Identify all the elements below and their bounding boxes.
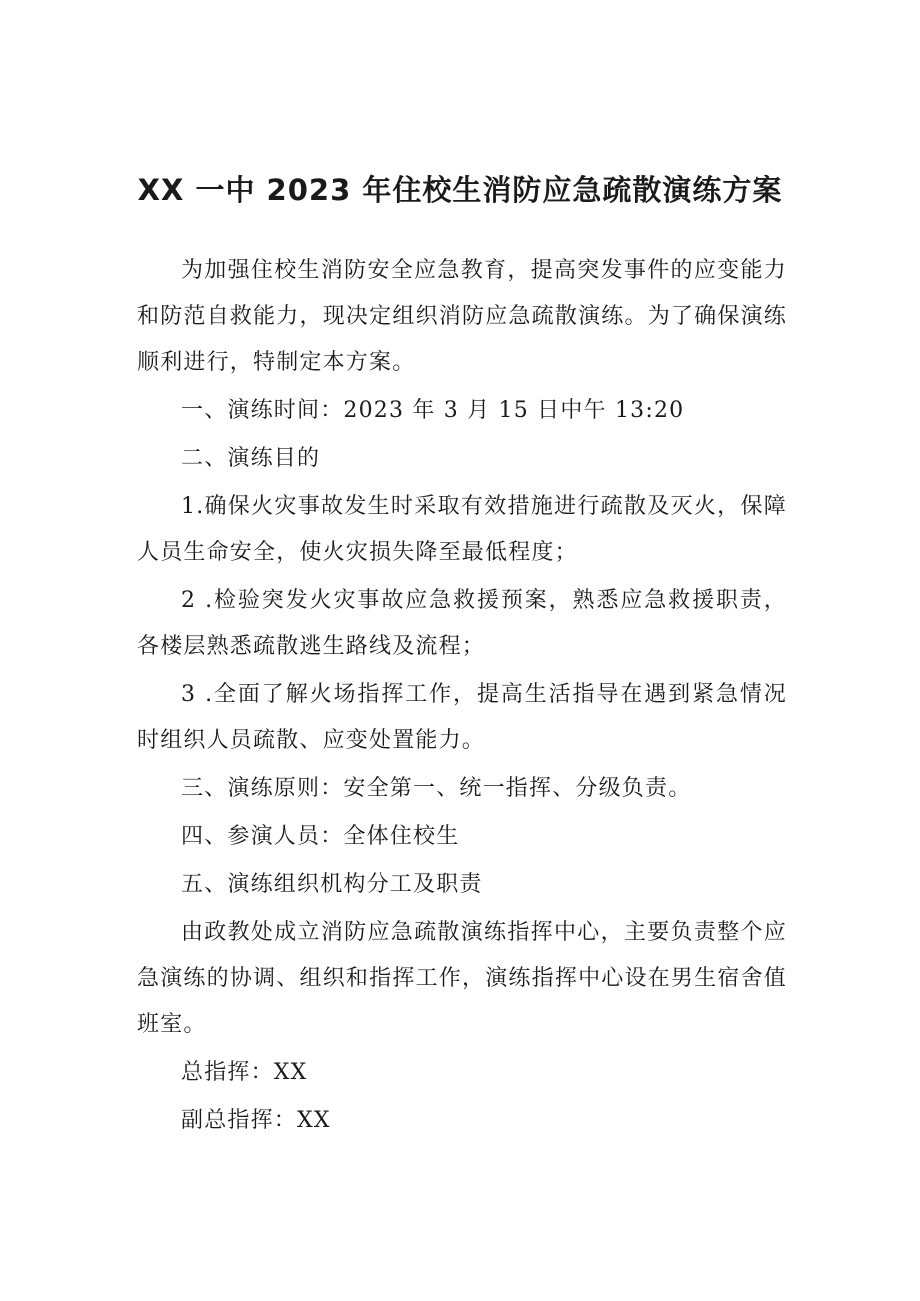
section-organization: 五、演练组织机构分工及职责 (181, 872, 483, 897)
organization-description: 由政教处成立消防应急疏散演练指挥中心，主要负责整个应急演练的协调、组织和指挥工作，演练指挥中心设在男生宿舍值班室。 (137, 920, 787, 1037)
chief-commander: 总指挥：XX (181, 1060, 308, 1085)
purpose-item-1: 1.确保火灾事故发生时采取有效措施进行疏散及灭火，保障人员生命安全，使火灾损失降至最低程度； (137, 494, 787, 565)
section-drill-purpose: 二、演练目的 (181, 446, 321, 471)
purpose-item-3: 3 .全面了解火场指挥工作，提高生活指导在遇到紧急情况时组织人员疏散、应变处置能力。 (137, 682, 787, 753)
section-drill-time: 一、演练时间：2023 年 3 月 15 日中午 13:20 (181, 398, 685, 423)
purpose-item-2: 2 .检验突发火灾事故应急救援预案，熟悉应急救援职责，各楼层熟悉疏散逃生路线及流程； (137, 588, 787, 659)
deputy-commander: 副总指挥：XX (181, 1108, 331, 1133)
section-participants: 四、参演人员：全体住校生 (181, 824, 460, 849)
intro-paragraph: 为加强住校生消防安全应急教育，提高突发事件的应变能力和防范自救能力，现决定组织消防应急疏散演练。为了确保演练顺利进行，特制定本方案。 (137, 258, 787, 375)
document-title: XX 一中 2023 年住校生消防应急疏散演练方案 (137, 173, 783, 207)
section-drill-principle: 三、演练原则：安全第一、统一指挥、分级负责。 (181, 776, 692, 801)
document-body (137, 248, 787, 1144)
